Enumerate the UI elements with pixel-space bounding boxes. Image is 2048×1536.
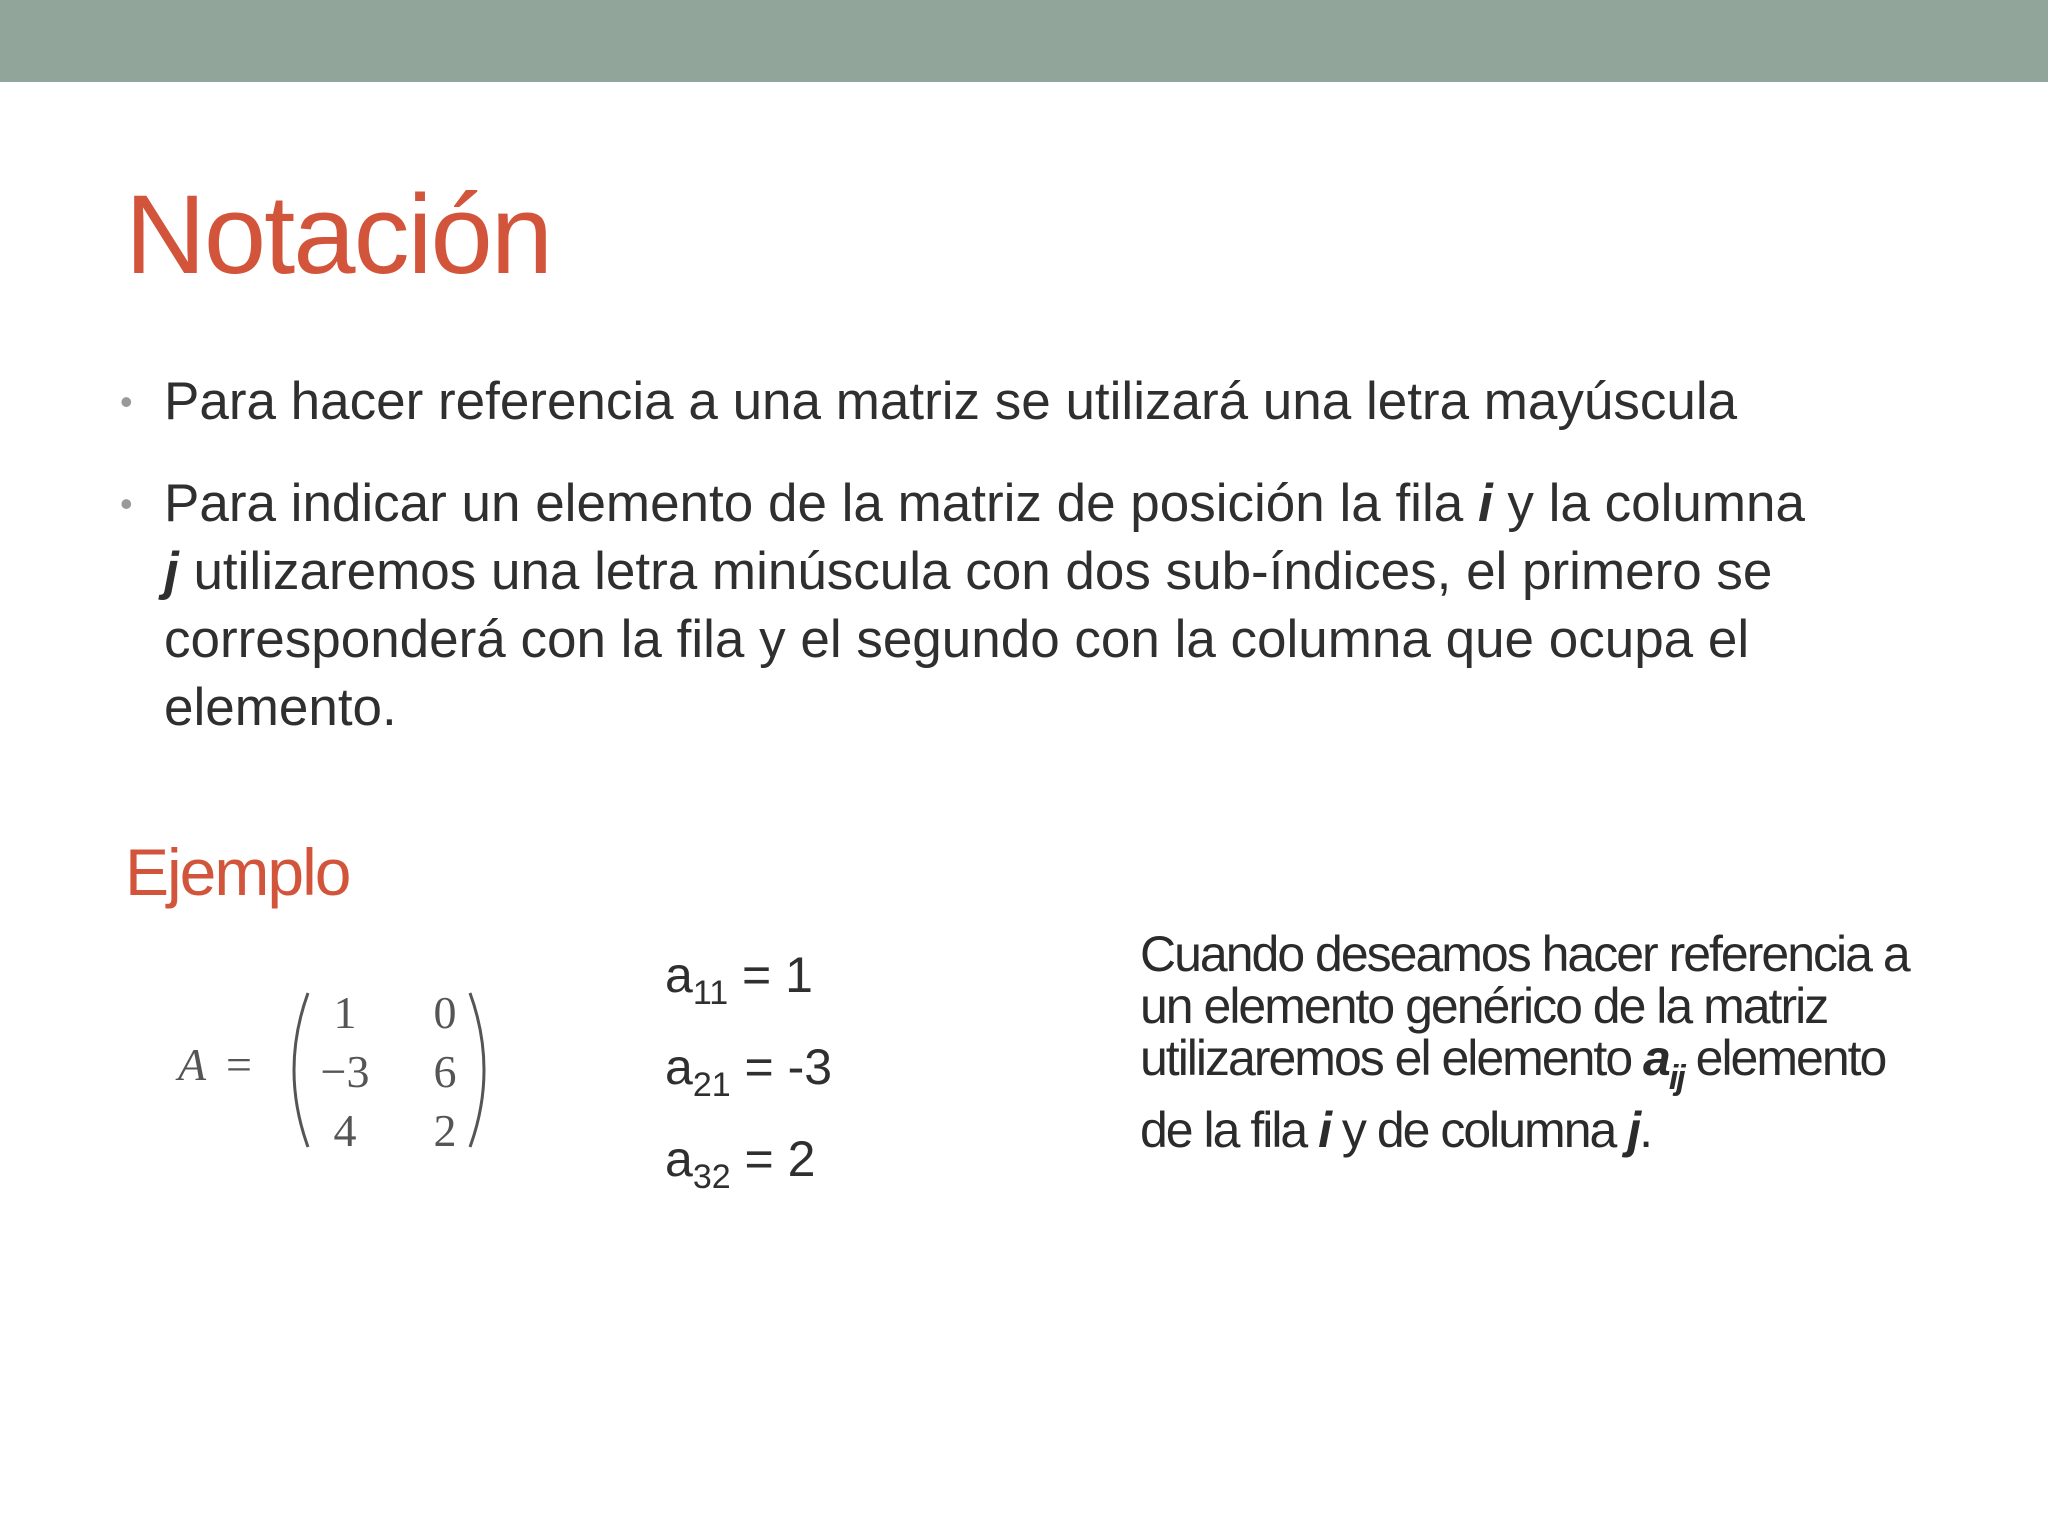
- bullet-text-1: Para hacer referencia a una matriz se utilizará una letra mayúscula: [164, 372, 1738, 431]
- matrix-cell-r1c1: 1: [333, 987, 357, 1038]
- matrix-cell-r3c2: 2: [433, 1105, 457, 1156]
- bullet-text-2c: utilizaremos una letra minúscula con dos sub-índices, el primero se corresponderá con la fila y el segundo con la columna que ocupa el elemento.: [164, 542, 1773, 737]
- matrix-cell-r3c1: 4: [333, 1105, 357, 1156]
- generic-element-note: [1140, 928, 1940, 1156]
- example-base: a: [665, 947, 693, 1003]
- slide-title: Notación: [125, 172, 552, 297]
- matrix-figure: [178, 985, 508, 1155]
- matrix-equals: =: [226, 1039, 252, 1090]
- example-subscript: 11: [692, 974, 729, 1012]
- example-base: a: [665, 1039, 693, 1095]
- bullet-text-2b: y la columna: [1492, 474, 1805, 533]
- example-value: = -3: [730, 1039, 833, 1095]
- example-a21: [665, 1037, 832, 1115]
- example-subscript: 21: [692, 1066, 731, 1104]
- bullet-list: [110, 368, 1940, 776]
- example-value: = 1: [728, 947, 813, 1003]
- note-emphasis-j: j: [1627, 1102, 1640, 1158]
- bullet-item-1: [110, 368, 1940, 436]
- example-base: a: [665, 1131, 693, 1187]
- note-text-3: y de columna: [1330, 1102, 1628, 1158]
- bullet-text-2a: Para indicar un elemento de la matriz de posición la fila: [164, 474, 1478, 533]
- note-text-2: elemento de la fila: [1140, 1030, 1886, 1158]
- example-heading: Ejemplo: [125, 835, 350, 909]
- slide-top-bar: [0, 0, 2048, 82]
- bullet-emphasis-j: j: [164, 542, 179, 601]
- example-subscript: 32: [692, 1158, 731, 1196]
- note-subscript-ij: ij: [1668, 1059, 1684, 1097]
- matrix-cell-r2c1: −3: [320, 1046, 370, 1097]
- example-a32: [665, 1129, 815, 1207]
- bullet-emphasis-i: i: [1477, 474, 1493, 533]
- matrix-name: A: [178, 1039, 207, 1090]
- bullet-dot-icon: •: [120, 381, 133, 422]
- note-text-1: Cuando deseamos hacer referencia a un elemento genérico de la matriz utilizaremos el elemento: [1140, 926, 1909, 1086]
- example-a11: [665, 945, 813, 1023]
- matrix-cell-r2c2: 6: [433, 1046, 457, 1097]
- note-text-4: .: [1639, 1102, 1652, 1158]
- bullet-item-2: [110, 470, 1940, 742]
- example-value: = 2: [730, 1131, 816, 1187]
- bullet-dot-icon: •: [120, 483, 133, 524]
- note-emphasis-i: i: [1318, 1102, 1331, 1158]
- note-emphasis-a: a: [1643, 1030, 1669, 1086]
- matrix-cell-r1c2: 0: [433, 987, 457, 1038]
